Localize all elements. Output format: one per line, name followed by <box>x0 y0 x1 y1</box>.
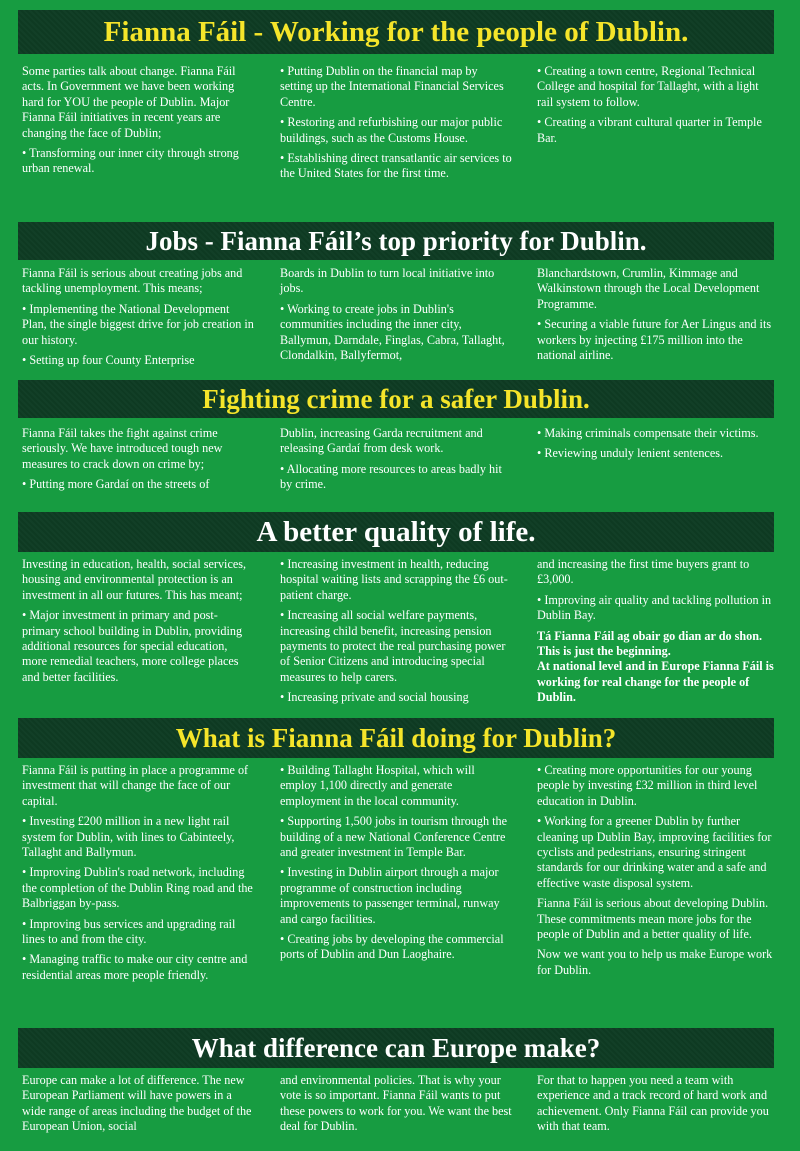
bullet-item: • Securing a viable future for Aer Lingus and its workers by injecting £175 million into the national airline. <box>537 317 772 363</box>
section-6-col-1 <box>22 1073 254 1140</box>
paragraph: and environmental policies. That is why your vote is so important. Fianna Fáil wants to put these powers to work for you. We want the best deal for Dublin. <box>280 1073 512 1134</box>
section-4-col-3 <box>537 557 777 706</box>
bullet-item: • Improving bus services and upgrading rail lines to and from the city. <box>22 916 236 947</box>
bullet-item: • Implementing the National Development Plan, the single biggest drive for job creation in our history. <box>22 301 254 347</box>
bullet-item: • Working to create jobs in Dublin's communities including the inner city, Ballymun, Darndale, Finglas, Cabra, Tallaght, Clondalkin, Ballyfermot, <box>280 301 505 363</box>
paragraph: Fianna Fáil is serious about developing Dublin. These commitments mean more jobs for the people of Dublin and a better quality of life. <box>537 896 769 942</box>
bullet-item: • Putting Dublin on the financial map by setting up the International Financial Services Centre. <box>280 64 504 109</box>
paragraph: Now we want you to help us make Europe work for Dublin. <box>537 947 773 977</box>
section-3-col-1 <box>22 426 254 498</box>
section-4-col-2 <box>280 557 512 711</box>
bullet-item: • Creating jobs by developing the commercial ports of Dublin and Dun Laoghaire. <box>280 932 504 962</box>
bullet-item: • Improving air quality and tackling pollution in Dublin Bay. <box>537 592 772 623</box>
bullet-item: • Creating a vibrant cultural quarter in Temple Bar. <box>537 115 762 145</box>
section-4-col-1 <box>22 557 254 690</box>
section-3-col-3 <box>537 426 777 467</box>
bullet-item: • Creating a town centre, Regional Technical College and hospital for Tallaght, with a light rail system to follow. <box>537 64 759 109</box>
section-1-col-3 <box>537 64 777 151</box>
bullet-item: • Setting up four County Enterprise <box>22 353 195 368</box>
bullet-item: • Increasing all social welfare payments, increasing child benefit, increasing pension payments to protect the real purchasing power of Senior Citizens and introducing special measures to help carers. <box>280 608 506 684</box>
section-6-heading: What difference can Europe make? <box>18 1028 774 1068</box>
paragraph: Boards in Dublin to turn local initiative into jobs. <box>280 266 495 296</box>
paragraph: Blanchardstown, Crumlin, Kimmage and Walkinstown through the Local Development Programme. <box>537 266 760 311</box>
bullet-item: • Allocating more resources to areas badly hit by crime. <box>280 461 502 492</box>
paragraph: and increasing the first time buyers grant to £3,000. <box>537 557 750 587</box>
bullet-item: • Creating more opportunities for our young people by investing £32 million in third level education in Dublin. <box>537 763 758 808</box>
bullet-item: • Managing traffic to make our city centre and residential areas more people friendly. <box>22 952 248 982</box>
bullet-item: • Making criminals compensate their victims. <box>537 426 759 440</box>
section-3-heading: Fighting crime for a safer Dublin. <box>18 380 774 418</box>
paragraph: Europe can make a lot of difference. The new European Parliament will have powers in a wide range of areas including the budget of the European Union, social <box>22 1073 252 1134</box>
section-5-heading: What is Fianna Fáil doing for Dublin? <box>18 718 774 758</box>
paragraph: Fianna Fáil takes the fight against crime seriously. We have introduced tough new measures to crack down on crime by; <box>22 426 223 471</box>
bullet-item: • Investing £200 million in a new light rail system for Dublin, with lines to Cabinteely, Tallaght and Ballymun. <box>22 814 235 860</box>
section-3-col-2 <box>280 426 512 498</box>
section-5-col-2 <box>280 763 512 968</box>
bullet-item: • Supporting 1,500 jobs in tourism through the building of a new National Conference Centre and greater investment in Temple Bar. <box>280 814 508 860</box>
section-2-col-3 <box>537 266 777 368</box>
paragraph: Dublin, increasing Garda recruitment and releasing Gardaí from desk work. <box>280 426 483 456</box>
bullet-item: • Major investment in primary and post-primary school building in Dublin, providing additional resources for special education, more remedial teachers, more college places and better facilities. <box>22 608 243 684</box>
bullet-item: • Investing in Dublin airport through a major programme of construction including improvements to passenger terminal, runway and cargo facilities. <box>280 865 500 926</box>
bold-statement: At national level and in Europe Fianna Fáil is working for real change for the people of Dublin. <box>537 659 774 705</box>
section-2-col-2 <box>280 266 512 368</box>
section-1-col-1 <box>22 64 254 182</box>
bullet-item: • Working for a greener Dublin by further cleaning up Dublin Bay, improving facilities for cyclists and pedestrians, ensuring stringent standards for our drinking water and a safe and effective waste disposal system. <box>537 814 772 890</box>
bullet-item: • Establishing direct transatlantic air services to the United States for the first time. <box>280 151 512 181</box>
section-4-heading: A better quality of life. <box>18 512 774 552</box>
paragraph: For that to happen you need a team with experience and a track record of hard work and achievement. Only Fianna Fáil can provide you with that team. <box>537 1073 769 1134</box>
bullet-item: • Reviewing unduly lenient sentences. <box>537 446 724 461</box>
bullet-item: • Increasing investment in health, reducing hospital waiting lists and scrapping the £6 out-patient charge. <box>280 557 508 602</box>
section-5-col-1 <box>22 763 254 988</box>
section-1-col-2 <box>280 64 512 187</box>
paragraph: Some parties talk about change. Fianna Fáil acts. In Government we have been working hard for YOU the people of Dublin. Major Fianna Fáil initiatives in recent years are changing the face of Dublin; <box>22 64 236 140</box>
bold-statement: Tá Fianna Fáil ag obair go dian ar do shon. This is just the beginning. <box>537 628 763 659</box>
paragraph: Fianna Fáil is serious about creating jobs and tackling unemployment. This means; <box>22 266 243 296</box>
bullet-item: • Putting more Gardaí on the streets of <box>22 477 210 492</box>
section-6-col-2 <box>280 1073 512 1140</box>
paragraph: Investing in education, health, social services, housing and environmental protection is an investment in all our futures. This has meant; <box>22 557 247 602</box>
bullet-item: • Improving Dublin's road network, including the completion of the Dublin Ring road and the Balbriggan by-pass. <box>22 865 253 911</box>
section-5-col-3 <box>537 763 777 983</box>
section-2-col-1 <box>22 266 254 373</box>
section-1-heading: Fianna Fáil - Working for the people of Dublin. <box>18 10 774 54</box>
section-2-heading: Jobs - Fianna Fáil’s top priority for Dublin. <box>18 222 774 260</box>
bullet-item: • Increasing private and social housing <box>280 690 469 705</box>
bullet-item: • Restoring and refurbishing our major public buildings, such as the Customs House. <box>280 115 503 145</box>
bullet-item: • Building Tallaght Hospital, which will employ 1,100 directly and generate employment in the local community. <box>280 763 475 808</box>
bullet-item: • Transforming our inner city through strong urban renewal. <box>22 146 239 176</box>
section-6-col-3 <box>537 1073 777 1140</box>
paragraph: Fianna Fáil is putting in place a programme of investment that will change the face of our capital. <box>22 763 249 808</box>
